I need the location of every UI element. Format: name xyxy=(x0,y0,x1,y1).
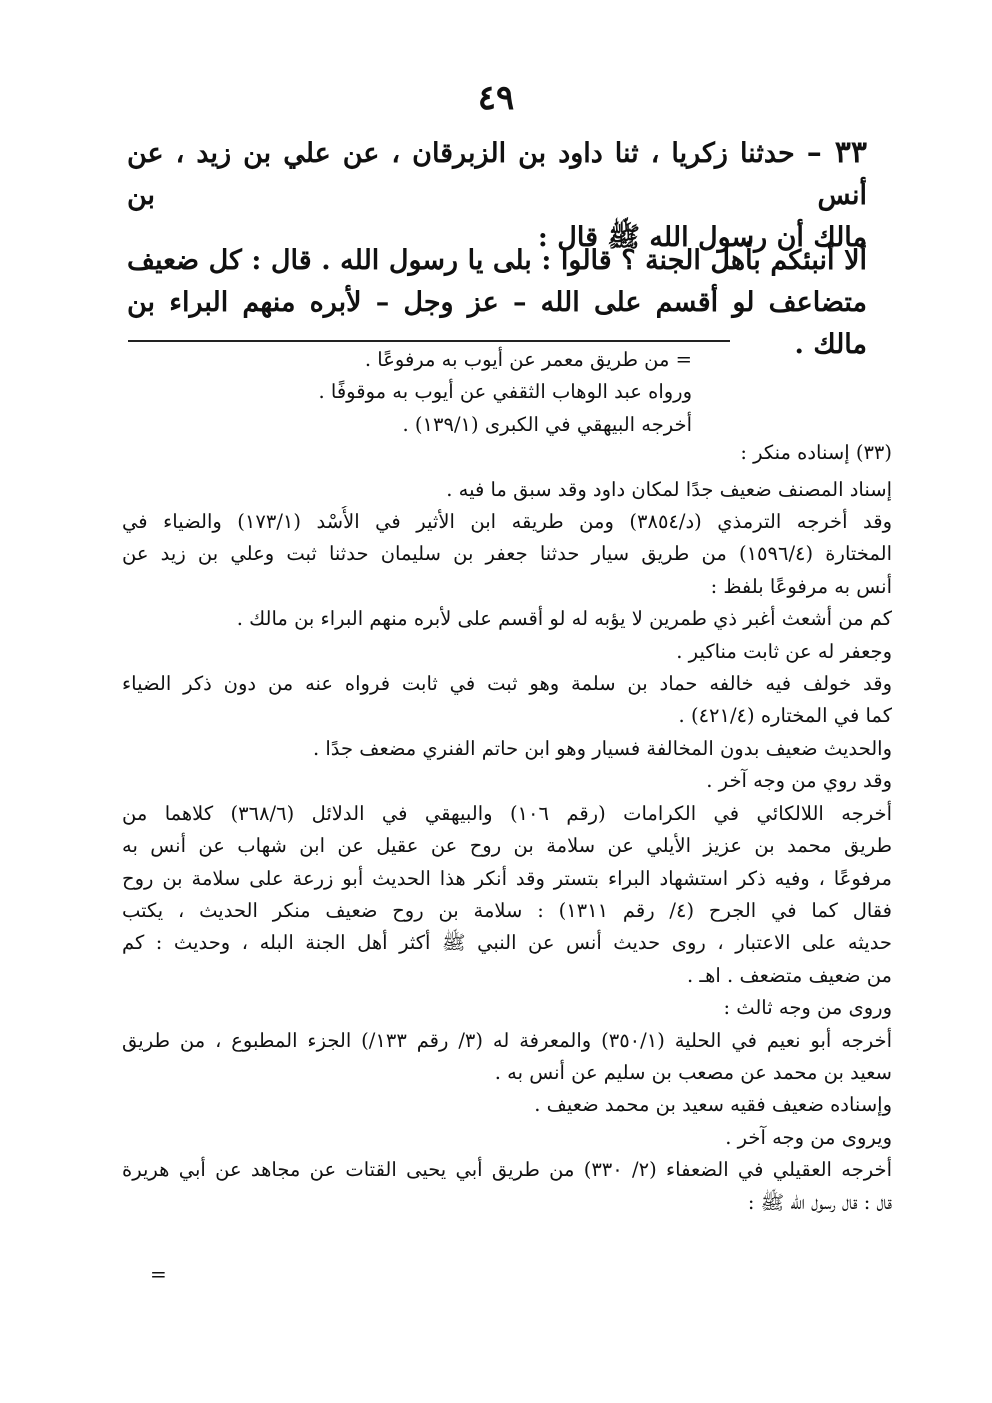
hadith-matn-line-1: ألا أنبئكم بأهل الجنة ؟ قالوا : بلى يا رسول الله . قال : كل ضعيف xyxy=(127,245,867,276)
underline-rule xyxy=(128,340,730,342)
footnote-line: سعيد بن محمد عن مصعب بن سليم عن أنس به . xyxy=(494,1060,892,1084)
footnote-line: طريق محمد بن عزيز الأيلي عن سلامة بن روح عن عقيل عن ابن شهاب عن أنس به xyxy=(122,834,892,858)
footnote-line: ورواه عبد الوهاب الثقفي عن أيوب به موقوفًا . xyxy=(318,380,692,404)
page-number: ٤٩ xyxy=(477,78,515,118)
footnote-line: مرفوعًا ، وفيه ذكر استشهاد البراء بتستر وقد أنكر هذا الحديث أبو زرعة على سلامة بن روح xyxy=(122,866,892,890)
footnote-line: أخرجه اللالكائي في الكرامات (رقم ١٠٦) والبيهقي في الدلائل (٣٦٨/٦) كلاهما من xyxy=(122,801,892,825)
footnote-line: ويروى من وجه آخر . xyxy=(725,1125,892,1149)
footnote-line: كما في المختاره (٤٢١/٤) . xyxy=(678,704,892,728)
footnote-line: فقال كما في الجرح (٤/ رقم ١٣١١) : سلامة بن روح ضعيف منكر الحديث ، يكتب xyxy=(122,898,892,922)
footnote-line: أنس به مرفوعًا بلفظ : xyxy=(710,574,892,598)
hadith-number: ٣٣ – xyxy=(806,135,868,170)
footnote-line: حديثه على الاعتبار ، روى حديث أنس عن النبي ﷺ أكثر أهل الجنة البله ، وحديث : كم xyxy=(122,931,892,955)
footnote-line: المختارة (١٥٩٦/٤) من طريق سيار حدثنا جعفر بن سليمان حدثنا ثبت وعلي بن زيد عن xyxy=(122,542,892,566)
footnote-heading: (٣٣) إسناده منكر : xyxy=(740,441,892,465)
hadith-isnad-line-2: مالك أن رسول الله ﷺ قال : xyxy=(537,222,867,253)
footnote-line: والحديث ضعيف بدون المخالفة فسيار وهو ابن حاتم الفنري مضعف جدًا . xyxy=(312,736,892,760)
footnote-line: = من طريق معمر عن أيوب به مرفوعًا . xyxy=(364,348,692,371)
footnote-line: وروى من وجه ثالث : xyxy=(723,996,892,1020)
footnote-line: من ضعيف متضعف . اهـ . xyxy=(687,963,892,987)
hadith-matn-line-2: متضاعف لو أقسم على الله – عز وجل – لأبره منهم البراء بن مالك . xyxy=(127,287,867,360)
footnote-line: وإسناده ضعيف فقيه سعيد بن محمد ضعيف . xyxy=(534,1093,892,1117)
footnote-line: قال : قال رسول الله ﷺ : xyxy=(747,1190,892,1214)
footnotes xyxy=(122,344,892,1219)
footnote-line: إسناد المصنف ضعيف جدًا لمكان داود وقد سبق ما فيه . xyxy=(446,477,892,501)
footnote-line: وقد روي من وجه آخر . xyxy=(706,769,892,793)
footnote-line: كم من أشعث أغبر ذي طمرين لا يؤبه له لو أقسم على لأبره منهم البراء بن مالك . xyxy=(236,607,892,631)
isnad-text-1: حدثنا زكريا ، ثنا داود بن الزبرقان ، عن علي بن زيد ، عن أنس بن xyxy=(127,138,867,211)
footnote-line: وجعفر له عن ثابت مناكير . xyxy=(676,639,892,663)
footnote-line: وقد أخرجه الترمذي (د/٣٨٥٤) ومن طريقه ابن الأثير في الأُسْد (١٧٣/١) والضياء في xyxy=(122,510,892,534)
hadith-isnad-line-1 xyxy=(127,132,867,217)
continuation-mark: = xyxy=(150,1262,167,1286)
footnote-line: أخرجه البيهقي في الكبرى (١٣٩/١) . xyxy=(402,412,692,436)
footnote-line: أخرجه العقيلي في الضعفاء (٢/ ٣٣٠) من طريق أبي يحيى القتات عن مجاهد عن أبي هريرة xyxy=(122,1158,892,1182)
footnote-line: أخرجه أبو نعيم في الحلية (٣٥٠/١) والمعرفة له (٣/ رقم ١٣٣/) الجزء المطبوع ، من طريق xyxy=(122,1028,892,1052)
footnote-line: وقد خولف فيه خالفه حماد بن سلمة وهو ثبت في ثابت فرواه عنه من دون ذكر الضياء xyxy=(122,672,892,696)
